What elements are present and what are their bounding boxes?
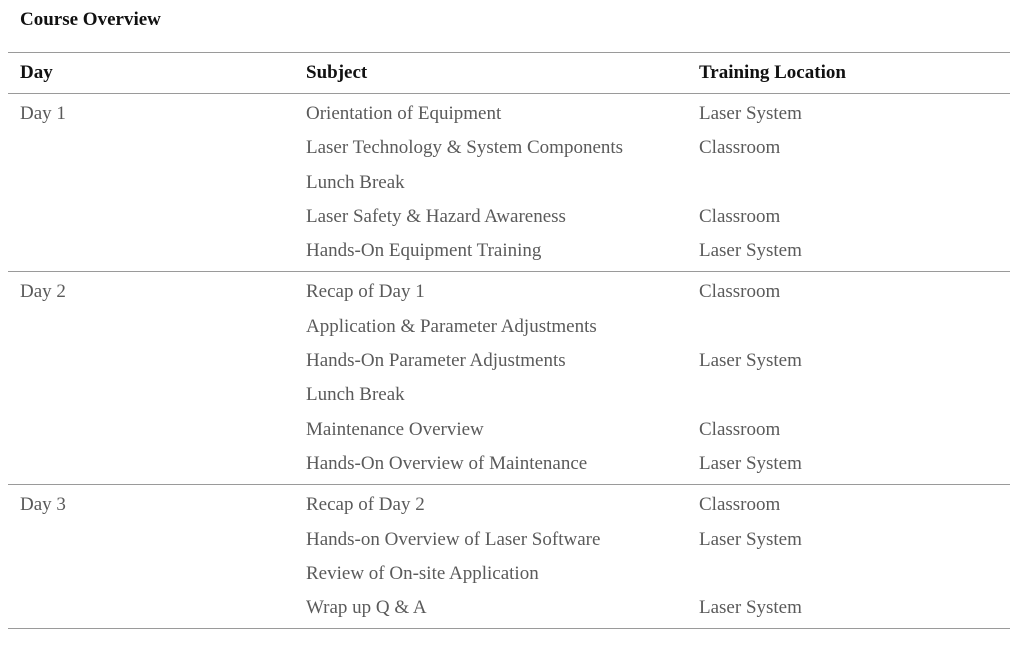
location-cell: [687, 166, 1010, 200]
location-cell: [687, 557, 1010, 591]
table-row: [8, 234, 1010, 272]
day-cell: [8, 523, 294, 557]
table-row: [8, 557, 1010, 591]
subject-cell: Hands-on Overview of Laser Software: [306, 528, 601, 550]
table-row: [8, 378, 1010, 412]
location-cell: Classroom: [699, 494, 781, 516]
day-cell: [8, 200, 294, 234]
subject-cell: Hands-On Parameter Adjustments: [306, 350, 566, 372]
day-group: [8, 272, 1010, 485]
table-row: [8, 591, 1010, 629]
location-cell: Laser System: [699, 452, 802, 474]
table-row: [8, 94, 1010, 132]
day-cell: Day 1: [20, 103, 66, 124]
day-cell: Day 3: [20, 494, 66, 516]
location-cell: Classroom: [699, 137, 781, 159]
day-cell: Day 2: [20, 281, 66, 303]
day-cell: [8, 344, 294, 378]
day-cell: [8, 447, 294, 485]
location-cell: Classroom: [699, 205, 781, 227]
location-cell: Laser System: [699, 528, 802, 550]
location-cell: Laser System: [699, 240, 802, 262]
table-row: [8, 344, 1010, 378]
table-row: [8, 166, 1010, 200]
day-cell: [8, 310, 294, 344]
table-row: [8, 447, 1010, 485]
table-row: [8, 485, 1010, 523]
subject-cell: Recap of Day 1: [306, 281, 425, 303]
subject-cell: Wrap up Q & A: [306, 597, 427, 619]
location-cell: [687, 378, 1010, 412]
subject-cell: Recap of Day 2: [306, 494, 425, 516]
location-cell: Classroom: [699, 281, 781, 303]
table-row: [8, 413, 1010, 447]
page-title: Course Overview: [20, 9, 161, 30]
subject-cell: Orientation of Equipment: [306, 103, 502, 124]
course-overview-table: [8, 52, 1010, 629]
day-cell: [8, 413, 294, 447]
header-subject: Subject: [306, 62, 368, 83]
subject-cell: Laser Safety & Hazard Awareness: [306, 205, 566, 227]
day-cell: [8, 166, 294, 200]
table-row: [8, 272, 1010, 310]
day-group: [8, 485, 1010, 629]
day-cell: [8, 234, 294, 272]
subject-cell: Application & Parameter Adjustments: [306, 315, 597, 337]
subject-cell: Laser Technology & System Components: [306, 137, 624, 159]
location-cell: Laser System: [699, 597, 802, 619]
day-cell: [8, 378, 294, 412]
table-row: [8, 131, 1010, 165]
table-row: [8, 310, 1010, 344]
subject-cell: Hands-On Overview of Maintenance: [306, 452, 588, 474]
day-cell: [8, 557, 294, 591]
location-cell: [687, 310, 1010, 344]
subject-cell: Hands-On Equipment Training: [306, 240, 542, 262]
header-day: Day: [20, 62, 53, 83]
location-cell: Classroom: [699, 418, 781, 440]
subject-cell: Lunch Break: [306, 384, 405, 406]
header-row: [8, 53, 1010, 94]
day-cell: [8, 591, 294, 629]
location-cell: Laser System: [699, 103, 802, 124]
subject-cell: Maintenance Overview: [306, 418, 484, 440]
location-cell: Laser System: [699, 350, 802, 372]
table-row: [8, 200, 1010, 234]
subject-cell: Review of On-site Application: [306, 562, 539, 584]
header-location: Training Location: [699, 62, 846, 83]
table-header: [8, 53, 1010, 94]
day-group: [8, 94, 1010, 272]
table-row: [8, 523, 1010, 557]
day-cell: [8, 131, 294, 165]
subject-cell: Lunch Break: [306, 171, 405, 193]
